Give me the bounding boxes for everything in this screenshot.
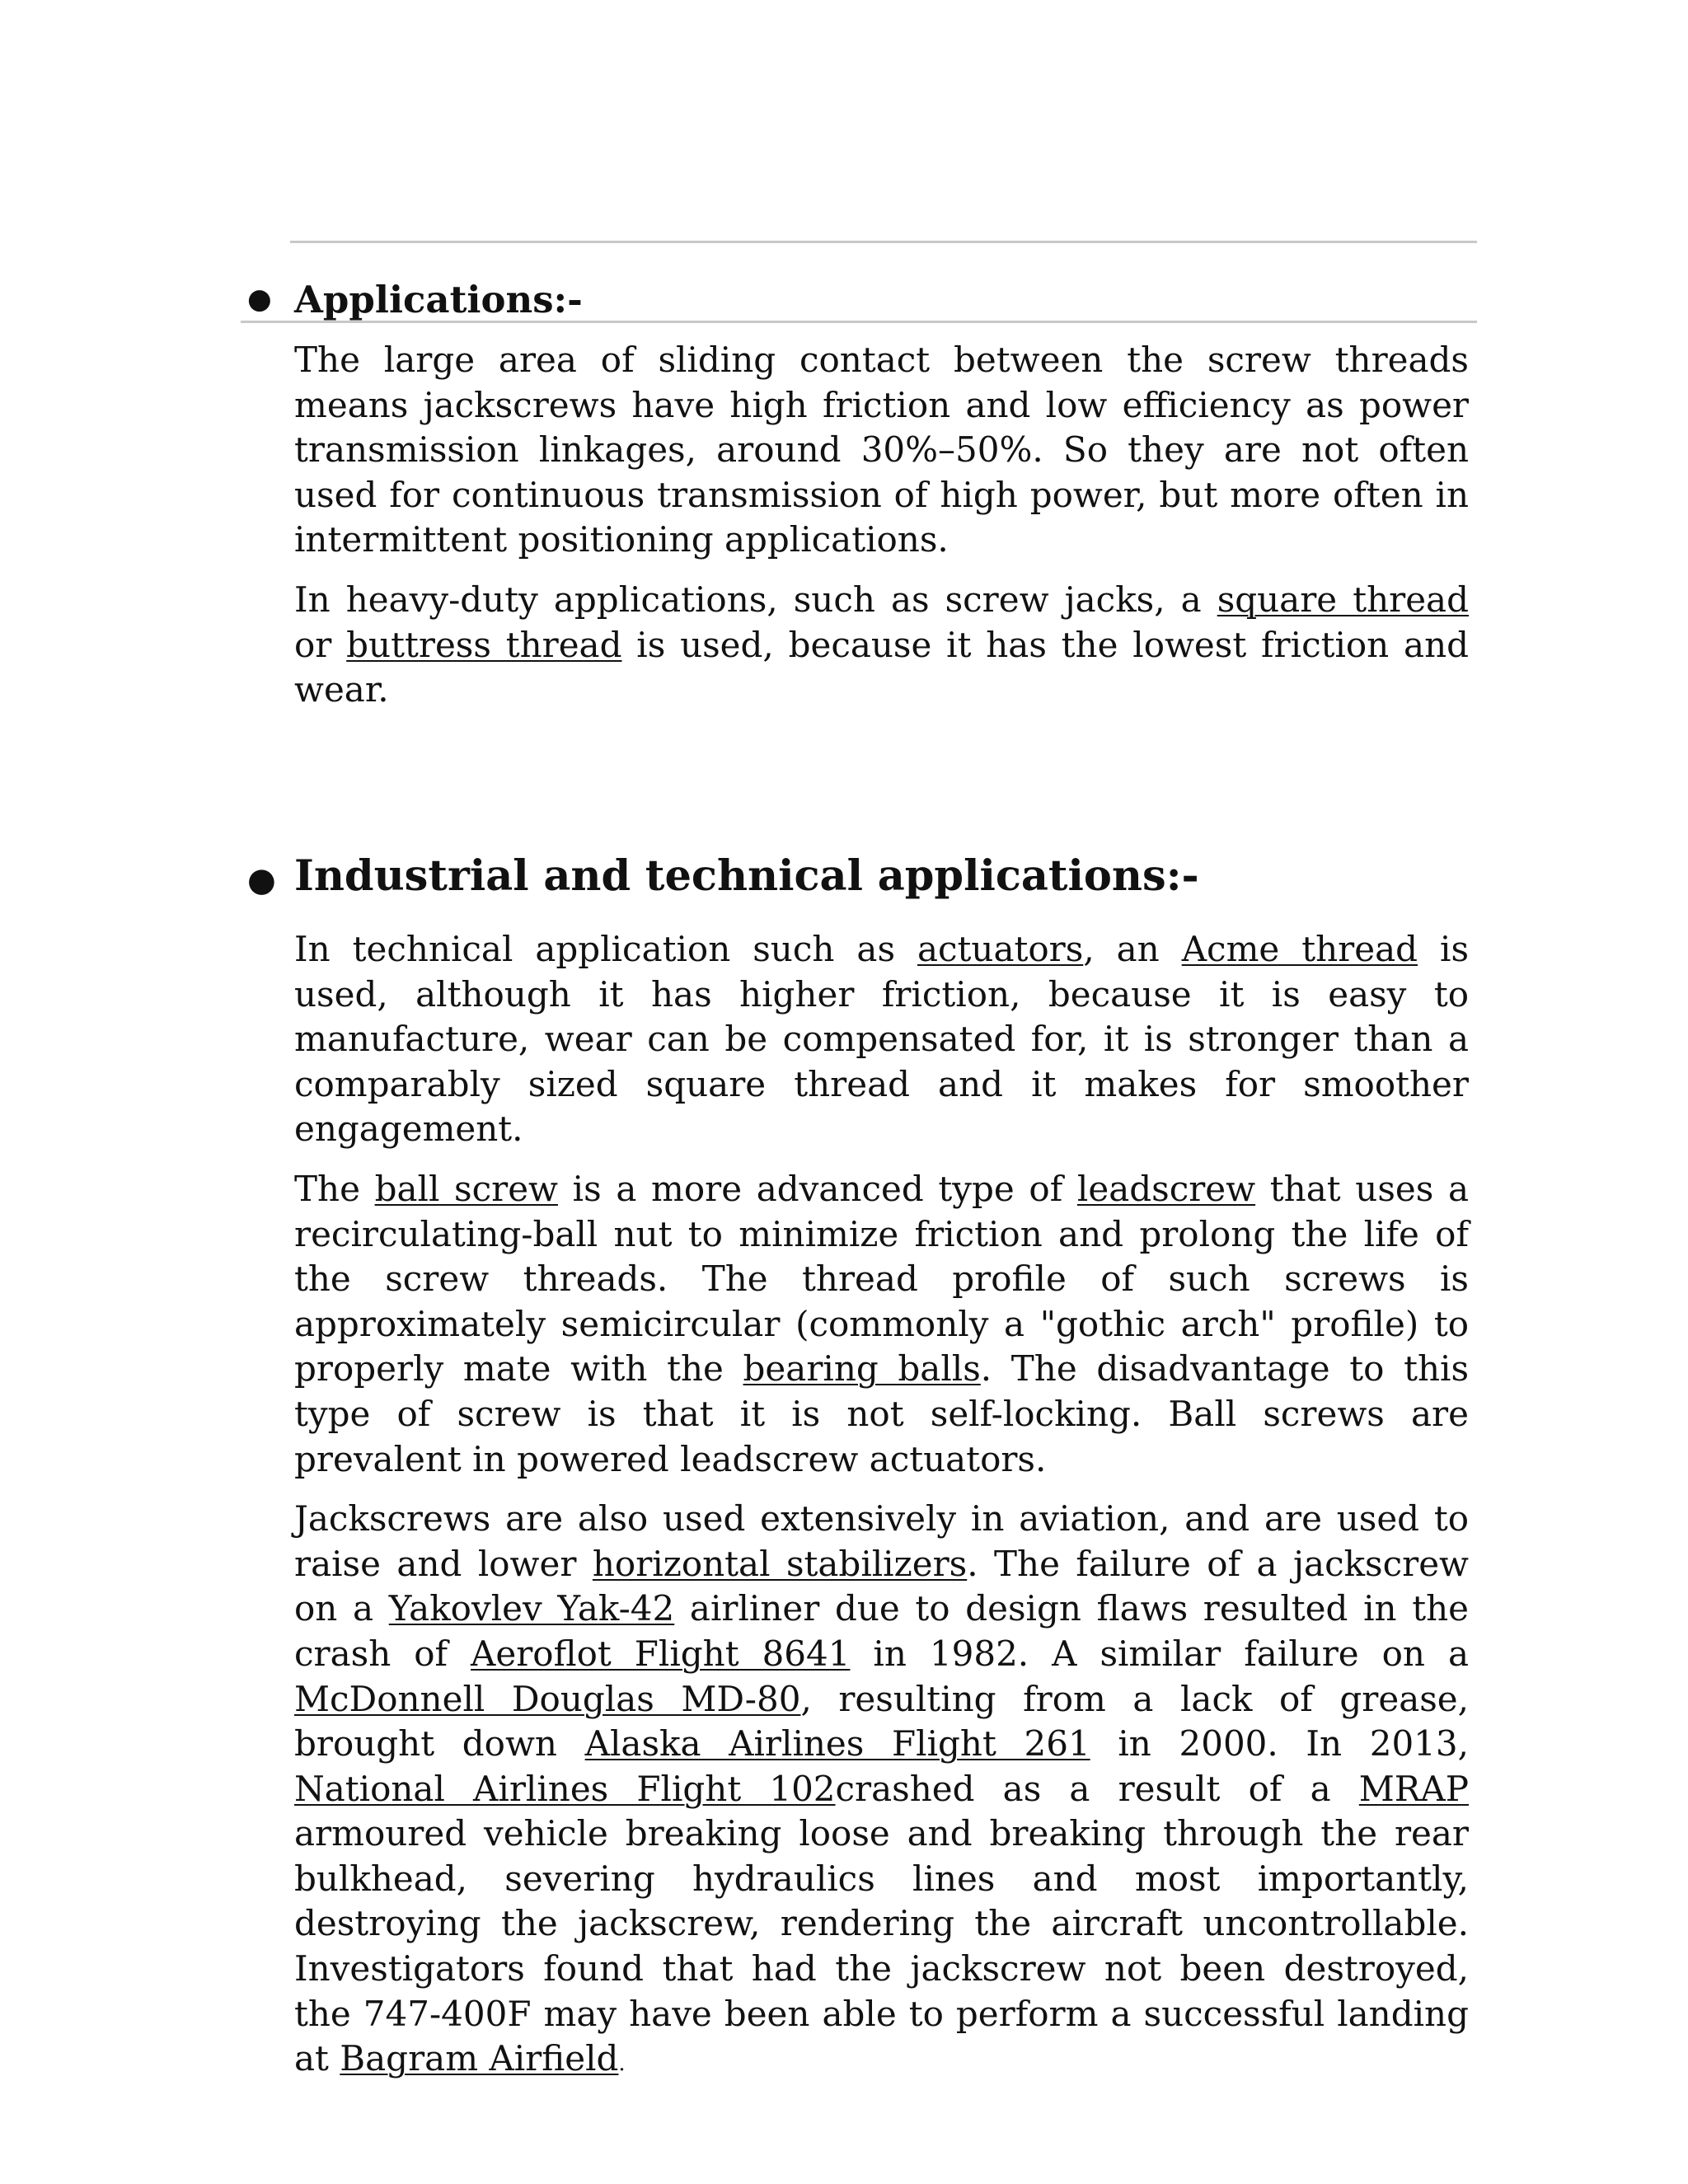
link-bearing-balls[interactable]: bearing balls [743,1348,981,1390]
link-national-airlines-flight-102[interactable]: National Airlines Flight 102 [294,1768,836,1809]
link-alaska-airlines-flight-261[interactable]: Alaska Airlines Flight 261 [584,1723,1090,1765]
paragraph: Jackscrews are also used extensively in aviation, and are used to raise and lower horizontal stabilizers. The failure of a jackscrew on a Yakovlev Yak-42 airliner due to design flaws resulted in the crash of Aeroflot Flight 8641 in 1982. A similar failure on a McDonnell Douglas MD-80, resulting from a lack of grease, brought down Alaska Airlines Flight 261 in 2000. In 2013, National Airlines Flight 102crashed as a result of a MRAP armoured vehicle breaking loose and breaking through the rear bulkhead, severing hydraulics lines and most importantly, destroying the jackscrew, rendering the aircraft uncontrollable. Investigators found that had the jackscrew not been destroyed, the 747-400F may have been able to perform a successful landing at Bagram Airfield. [294,1498,1469,2079]
bullet-icon: ● [247,861,276,899]
paragraph: In technical application such as actuators, an Acme thread is used, although it has higher friction, because it is easy to manufacture, wear can be compensated for, it is stronger than a comparably sized square thread and it makes for smoother engagement. [294,929,1469,1150]
paragraph: In heavy-duty applications, such as screw jacks, a square thread or buttress thread is used, because it has the lowest friction and wear. [294,579,1470,710]
paragraph: The ball screw is a more advanced type of leadscrew that uses a recirculating-ball nut to minimize friction and prolong the life of the screw threads. The thread profile of such screws is approximately semicircular (commonly a "gothic arch" profile) to properly mate with the bearing balls. The disadvantage to this type of screw is that it is not self-locking. Ball screws are prevalent in powered leadscrew actuators. [294,1168,1470,1479]
bullet-icon: ● [247,283,272,316]
link-buttress-thread[interactable]: buttress thread [346,624,622,665]
link-aeroflot-flight-8641[interactable]: Aeroflot Flight 8641 [471,1633,851,1674]
link-mrap[interactable]: MRAP [1358,1768,1469,1809]
section-heading-applications: Applications:- [294,278,583,321]
paragraph: The large area of sliding contact between the screw threads means jackscrews have high friction and low efficiency as power transmission linkages, around 30%–50%. So they are not often used for continuous transmission of high power, but more often in intermittent positioning applications. [294,340,1469,560]
link-ball-screw[interactable]: ball screw [374,1168,559,1209]
link-bagram-airfield[interactable]: Bagram Airfield [340,2038,619,2079]
link-acme-thread[interactable]: Acme thread [1181,929,1418,969]
link-leadscrew[interactable]: leadscrew [1076,1168,1256,1209]
industrial-body [294,927,1469,2087]
link-mcdonnell-douglas-md-80[interactable]: McDonnell Douglas MD-80 [294,1678,801,1719]
section-heading-industrial: Industrial and technical applications:- [294,851,1199,901]
link-yakovlev-yak-42[interactable]: Yakovlev Yak-42 [388,1588,675,1629]
top-divider [290,241,1477,243]
link-square-thread[interactable]: square thread [1217,579,1469,620]
applications-body [294,338,1469,713]
link-actuators[interactable]: actuators [917,929,1084,969]
heading-divider [241,321,1477,323]
link-horizontal-stabilizers[interactable]: horizontal stabilizers [592,1543,968,1584]
